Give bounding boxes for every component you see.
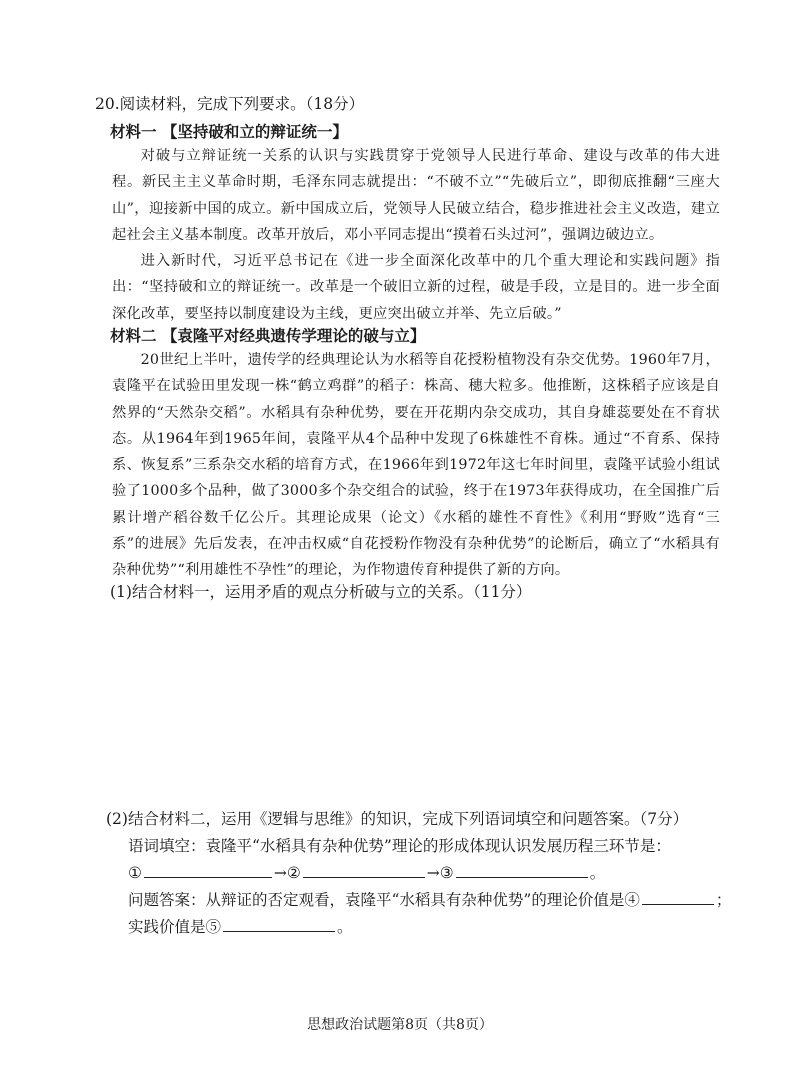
blank-4[interactable] <box>642 888 714 905</box>
material2-heading: 材料二 【袁隆平对经典遗传学理论的破与立】 <box>110 326 426 345</box>
blank-1[interactable] <box>144 861 272 878</box>
blank-1-marker: ① <box>128 864 142 882</box>
answer-intro: 问题答案：从辩证的否定观看，袁隆平“水稻具有杂种优势”的理论价值是④ <box>128 891 640 909</box>
blank-2[interactable] <box>303 861 425 878</box>
material1-paragraph1: 对破与立辩证统一关系的认识与实践贯穿于党领导人民进行革命、建设与改革的伟大进程。新民主主义革命时期，毛泽东同志就提出：“不破不立”“先破后立”，即彻底推翻“三座大山”，迎接新中国的成立。新中国成立后，党领导人民破立结合，稳步推进社会主义改造，建立起社会主义基本制度。改革开放后，邓小平同志提出“摸着石头过河”，强调边破边立。 <box>112 148 720 243</box>
blank-3[interactable] <box>456 861 588 878</box>
practice-intro: 实践价值是⑤ <box>128 918 222 936</box>
answer-semicolon: ； <box>715 891 732 909</box>
answer-row <box>128 888 731 910</box>
material1-heading: 材料一 【坚持破和立的辩证统一】 <box>110 122 348 141</box>
material1-paragraph2: 进入新时代，习近平总书记在《进一步全面深化改革中的几个重大理论和实践问题》指出：“坚持破和立的辩证统一。改革是一个破旧立新的过程，破是手段，立是目的。进一步全面深化改革，要坚持以制度建设为主线，更应突出破立并举、先立后破。” <box>112 253 720 322</box>
question-title: 20.阅读材料，完成下列要求。（18分） <box>95 95 365 113</box>
page-footer: 思想政治试题第8页（共8页） <box>307 1017 493 1033</box>
fill-in-end: 。 <box>589 864 606 882</box>
blank-3-marker: →③ <box>426 864 454 882</box>
fill-in-row <box>128 861 605 883</box>
sub-question-2: (2)结合材料二，运用《逻辑与思维》的知识，完成下列语词填空和问题答案。（7分） <box>106 810 689 828</box>
blank-5[interactable] <box>223 915 335 932</box>
practice-row <box>128 915 353 937</box>
blank-2-marker: →② <box>273 864 301 882</box>
practice-end: 。 <box>337 918 353 936</box>
fill-in-intro: 语词填空：袁隆平“水稻具有杂种优势”理论的形成体现认识发展历程三环节是： <box>128 837 671 855</box>
sub-question-1: (1)结合材料一，运用矛盾的观点分析破与立的关系。（11分） <box>110 583 532 601</box>
material2-paragraph1: 20世纪上半叶，遗传学的经典理论认为水稻等自花授粉植物没有杂交优势。1960年7月，袁隆平在试验田里发现一株“鹤立鸡群”的稻子：株高、穗大粒多。他推断，这株稻子应该是自然界的“天然杂交稻”。水稻具有杂种优势，要在开花期内杂交成功，其自身雄蕊要处在不育状态。从1964年到1965年间，袁隆平从4个品种中发现了6株雄性不育株。通过“不育系、保持系、恢复系”三系杂交水稻的培育方式，在1966年到1972年这七年时间里，袁隆平试验小组试验了1000多个品种，做了3000多个杂交组合的试验，终于在1973年获得成功，在全国推广后累计增产稻谷数千亿公斤。其理论成果（论文）《水稻的雄性不育性》《利用“野败”选育“三系”的进展》先后发表，在冲击权威“自花授粉作物没有杂种优势”的论断后，确立了“水稻具有杂种优势”“利用雄性不孕性”的理论，为作物遗传育种提供了新的方向。 <box>112 352 720 579</box>
